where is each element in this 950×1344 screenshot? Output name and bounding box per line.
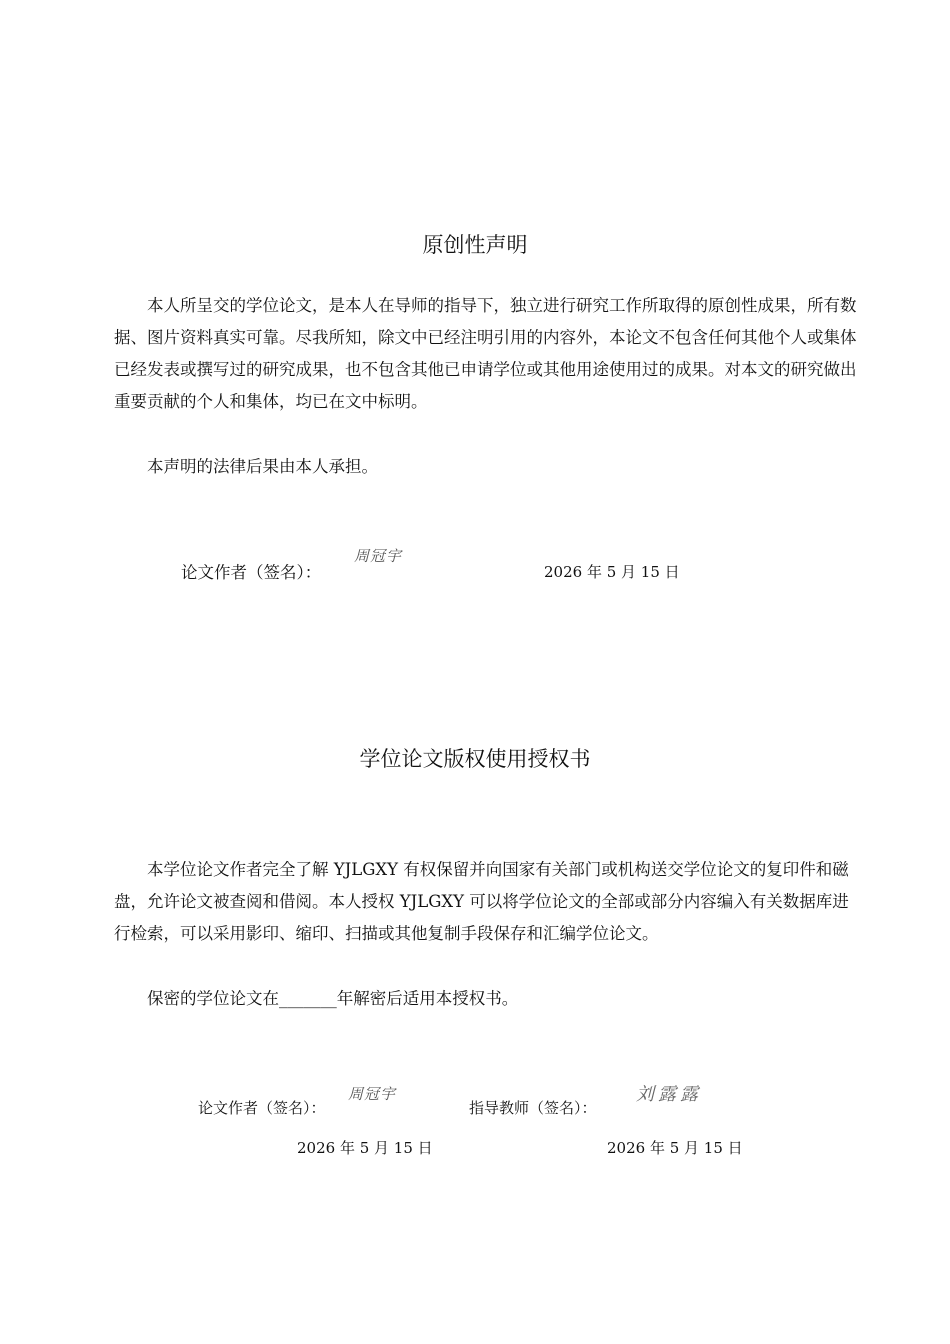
advisor-signature: 刘露露 [636,1084,702,1105]
authorization-paragraph-text: 本学位论文作者完全了解 YJLGXY 有权保留并向国家有关部门或机构送交学位论文的复印件和磁盘，允许论文被查阅和借阅。本人授权 YJLGXY 可以将学位论文的全部或部分内容编入有关数据库进行检索，可以采用影印、缩印、扫描或其他复制手段保存和汇编学位论文。 [114,860,849,943]
legal-statement-text: 本声明的法律后果由本人承担。 [147,457,378,476]
legal-statement [114,451,864,483]
authorization-title: 学位论文版权使用授权书 [359,747,591,771]
author-signature-label: 论文作者（签名）： [181,563,322,582]
originality-title: 原创性声明 [422,233,528,257]
advisor-signature-label: 指导教师（签名）： [469,1099,597,1117]
originality-paragraph [114,290,864,418]
advisor-date: 2026 年 5 月 15 日 [607,1139,743,1157]
author-signature-2: 周冠宇 [348,1085,397,1103]
confidentiality-statement-text: 保密的学位论文在_______年解密后适用本授权书。 [147,989,519,1008]
confidentiality-statement [114,983,864,1015]
originality-paragraph-text: 本人所呈交的学位论文，是本人在导师的指导下，独立进行研究工作所取得的原创性成果，所有数据、图片资料真实可靠。尽我所知，除文中已经注明引用的内容外，本论文不包含任何其他个人或集体已经发表或撰写过的研究成果，也不包含其他已申请学位或其他用途使用过的成果。对本文的研究做出重要贡献的个人和集体，均已在文中标明。 [114,296,857,411]
authorization-paragraph [114,854,864,950]
author-date: 2026 年 5 月 15 日 [297,1139,433,1157]
author-signature: 周冠宇 [354,547,403,565]
author-signature-label-2: 论文作者（签名）： [198,1099,326,1117]
originality-date: 2026 年 5 月 15 日 [544,563,680,581]
